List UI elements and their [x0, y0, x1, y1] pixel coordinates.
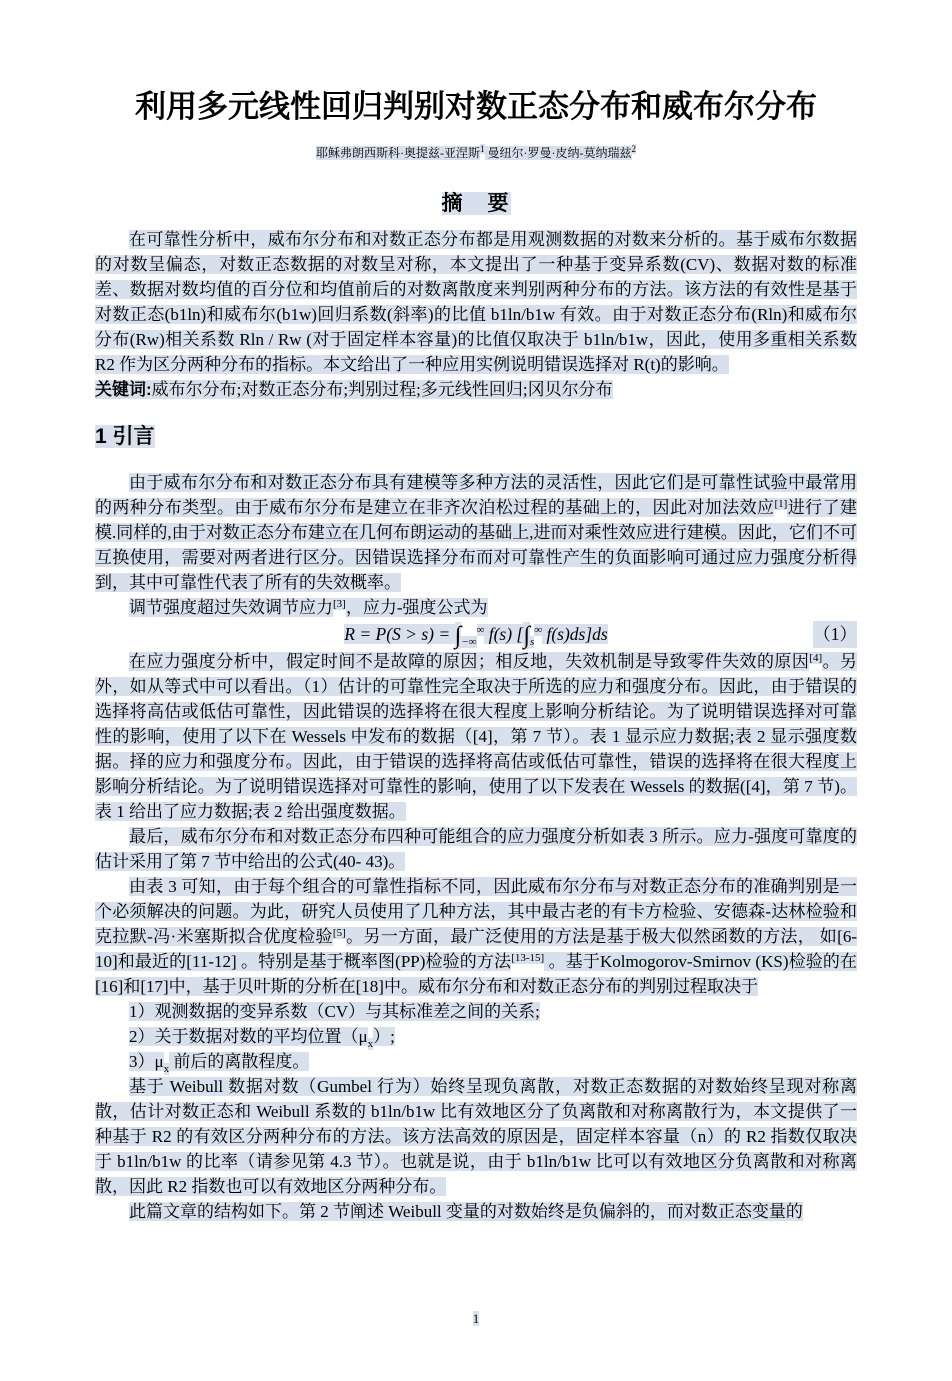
text-run: 前后的离散程度。: [169, 1052, 310, 1072]
text-run: 在可靠性分析中，威布尔分布和对数正态分布都是用观测数据的对数来分析的。基于威布尔数据的对数呈偏态，对数正态数据的对数呈对称，本文提出了一种基于变异系数(CV)、数据对数的标准差、数据对数均值的百分位和均值前后的对数离散度来判别两种分布的方法。该方法的有效性是基于对数正态(b1ln)和威布尔(b1w)回归系数(斜率)的比值 b1ln/b1w 有效。由于对数正态分布(Rln)和威布尔分布(Rw)相关系数 Rln / Rw (对于固定样本容量)的比值仅取决于 b1ln/b1w，因此，使用多重相关系数 R2 作为区分两种分布的指标。本文给出了一种应用实例说明错误选择对 R(t)的影响。: [95, 229, 857, 374]
text-run: 关键词:: [95, 379, 152, 399]
text-run: ∫: [454, 622, 462, 650]
text-run: [13-15]: [511, 951, 545, 964]
text-run: [1]: [774, 497, 788, 510]
text-run: x: [163, 1062, 170, 1075]
section-1-heading-text: 1 引言: [95, 424, 155, 448]
equation-number: （1）: [813, 621, 857, 648]
list-item-2: [95, 1024, 857, 1049]
text-run: f(s)ds: [542, 624, 586, 645]
text-run: 在应力强度分析中，假定时间不是故障的原因；相反地，失效机制是导致零件失效的原因: [129, 652, 810, 672]
text-run: 调节强度超过失效调节应力: [129, 598, 333, 618]
abstract-paragraph: [95, 227, 857, 377]
intro-paragraph-1: [95, 470, 857, 595]
text-run: s: [529, 635, 535, 648]
abstract-heading: [95, 190, 857, 217]
text-run: 1）观测数据的变异系数（CV）与其标准差之间的关系;: [129, 1002, 540, 1022]
equation-1: [95, 621, 857, 648]
text-run: 基于 Weibull 数据对数（Gumbel 行为）始终呈现负离散，对数正态数据的对数始终呈现对称离散，估计对数正态和 Weibull 系数的 b1ln/b1w 比有效地区分了负离散和对称离散行为，本文提供了一种基于 R2 的有效区分两种分布的方法。该方法高效的原因是，固定样本容量（n）的 R2 指数仅取决于 b1ln/b1w 的比率（请参见第 4.3 节）。也就是说，由于 b1ln/b1w 比可以有效地区分负离散和对称离散，因此 R2 指数也可以有效地区分两种分布。: [95, 1077, 857, 1197]
text-run: x: [367, 1037, 374, 1050]
text-run: 1: [480, 143, 485, 154]
text-run: 威布尔分布;对数正态分布;判别过程;多元线性回归;冈贝尔分布: [151, 379, 613, 399]
intro-paragraph-7: [95, 1199, 857, 1224]
text-run: 。另一方面，最广泛使用的方法是基于极大似然函数的方法， 如[6-10]和最近的[11-12] 。特别是基于概率图(PP)检验的方法: [95, 927, 857, 972]
text-run: 2: [631, 143, 636, 154]
text-run: 耶稣弗朗西斯科·奥提兹-亚涅斯: [316, 145, 480, 160]
intro-paragraph-2: [95, 595, 857, 620]
text-run: ∞: [534, 624, 543, 637]
text-run: f(s) [: [484, 624, 524, 645]
intro-paragraph-4: [95, 824, 857, 874]
intro-paragraph-6: [95, 1074, 857, 1199]
text-run: 最后，威布尔分布和对数正态分布四种可能组合的应力强度分析如表 3 所示。应力-强度可靠度的估计采用了第 7 节中给出的公式(40- 43)。: [95, 827, 857, 872]
text-run: ∫: [523, 622, 530, 650]
section-1-heading: [95, 423, 857, 450]
text-run: 由表 3 可知，由于每个组合的可靠性指标不同，因此威布尔分布与对数正态分布的准确判别是一个必须解决的问题。为此，研究人员使用了几种方法，其中最古老的有卡方检验、安德森-达林检验和克拉默-冯·米塞斯拟合优度检验: [95, 877, 857, 947]
text-run: ∞: [476, 624, 485, 637]
text-run: −∞: [461, 635, 477, 648]
list-item-1: [95, 999, 857, 1024]
text-run: 进行了建模.同样的,由于对数正态分布建立在几何布朗运动的基础上,进而对乘性效应进行建模。因此，它们不可互换使用，需要对两者进行区分。因错误选择分布而对可靠性产生的负面影响可通过应力强度分析得到，其中可靠性代表了所有的失效概率。: [95, 498, 858, 593]
text-run: 3）μ: [129, 1052, 164, 1072]
intro-paragraph-3: [95, 649, 857, 824]
text-run: 此篇文章的结构如下。第 2 节阐述 Weibull 变量的对数始终是负偏斜的，而对数正态变量的: [129, 1202, 803, 1222]
authors-line: [95, 145, 857, 162]
text-run: 2）关于数据对数的平均位置（μ: [129, 1027, 368, 1047]
text-run: 。基于Kolmogorov-Smirnov (KS)检验的在[16]和[17]中，基于贝叶斯的分析在[18]中。威布尔分布和对数正态分布的判别过程取决于: [95, 952, 857, 997]
text-run: R = P(S > s) =: [344, 624, 455, 645]
page-footer: [0, 1311, 952, 1327]
text-run: [3]: [333, 597, 346, 610]
page-number: 1: [472, 1311, 480, 1327]
page-content: [95, 0, 857, 1224]
paper-title: 利用多元线性回归判别对数正态分布和威布尔分布: [135, 89, 817, 124]
text-run: 由于威布尔分布和对数正态分布具有建模等多种方法的灵活性，因此它们是可靠性试验中最常用的两种分布类型。由于威布尔分布是建立在非齐次泊松过程的基础上的，因此对加法效应: [95, 473, 857, 518]
text-run: [5]: [332, 926, 346, 939]
text-run: ]ds: [585, 624, 608, 645]
numbered-list: [95, 999, 857, 1074]
abstract-heading-text: 摘 要: [441, 191, 511, 215]
keywords-line: [95, 377, 857, 402]
text-run: ）;: [373, 1027, 395, 1047]
text-run: [4]: [809, 651, 823, 664]
text-run: 曼纽尔·罗曼·皮纳-莫纳瑞兹: [484, 145, 632, 160]
list-item-3: [95, 1049, 857, 1074]
equation-formula: [344, 622, 608, 650]
text-run: 。另外，如从等式中可以看出。（1）估计的可靠性完全取决于所选的应力和强度分布。因此，由于错误的选择将高估或低估可靠性，因此错误的选择将在很大程度上影响分析结论。为了说明错误选择对可靠性的影响，使用了以下在 Wessels 中发布的数据（[4]，第 7 节）。表 1 显示应力数据;表 2 显示强度数据。择的应力和强度分布。因此，由于错误的选择将高估或低估可靠性，错误的选择将在很大程度上影响分析结论。为了说明错误选择对可靠性的影响，使用了以下发表在 Wessels 的数据([4]，第 7 节)。表 1 给出了应力数据;表 2 给出强度数据。: [95, 652, 858, 822]
text-run: ，应力-强度公式为: [345, 598, 488, 618]
intro-paragraph-5: [95, 874, 857, 999]
